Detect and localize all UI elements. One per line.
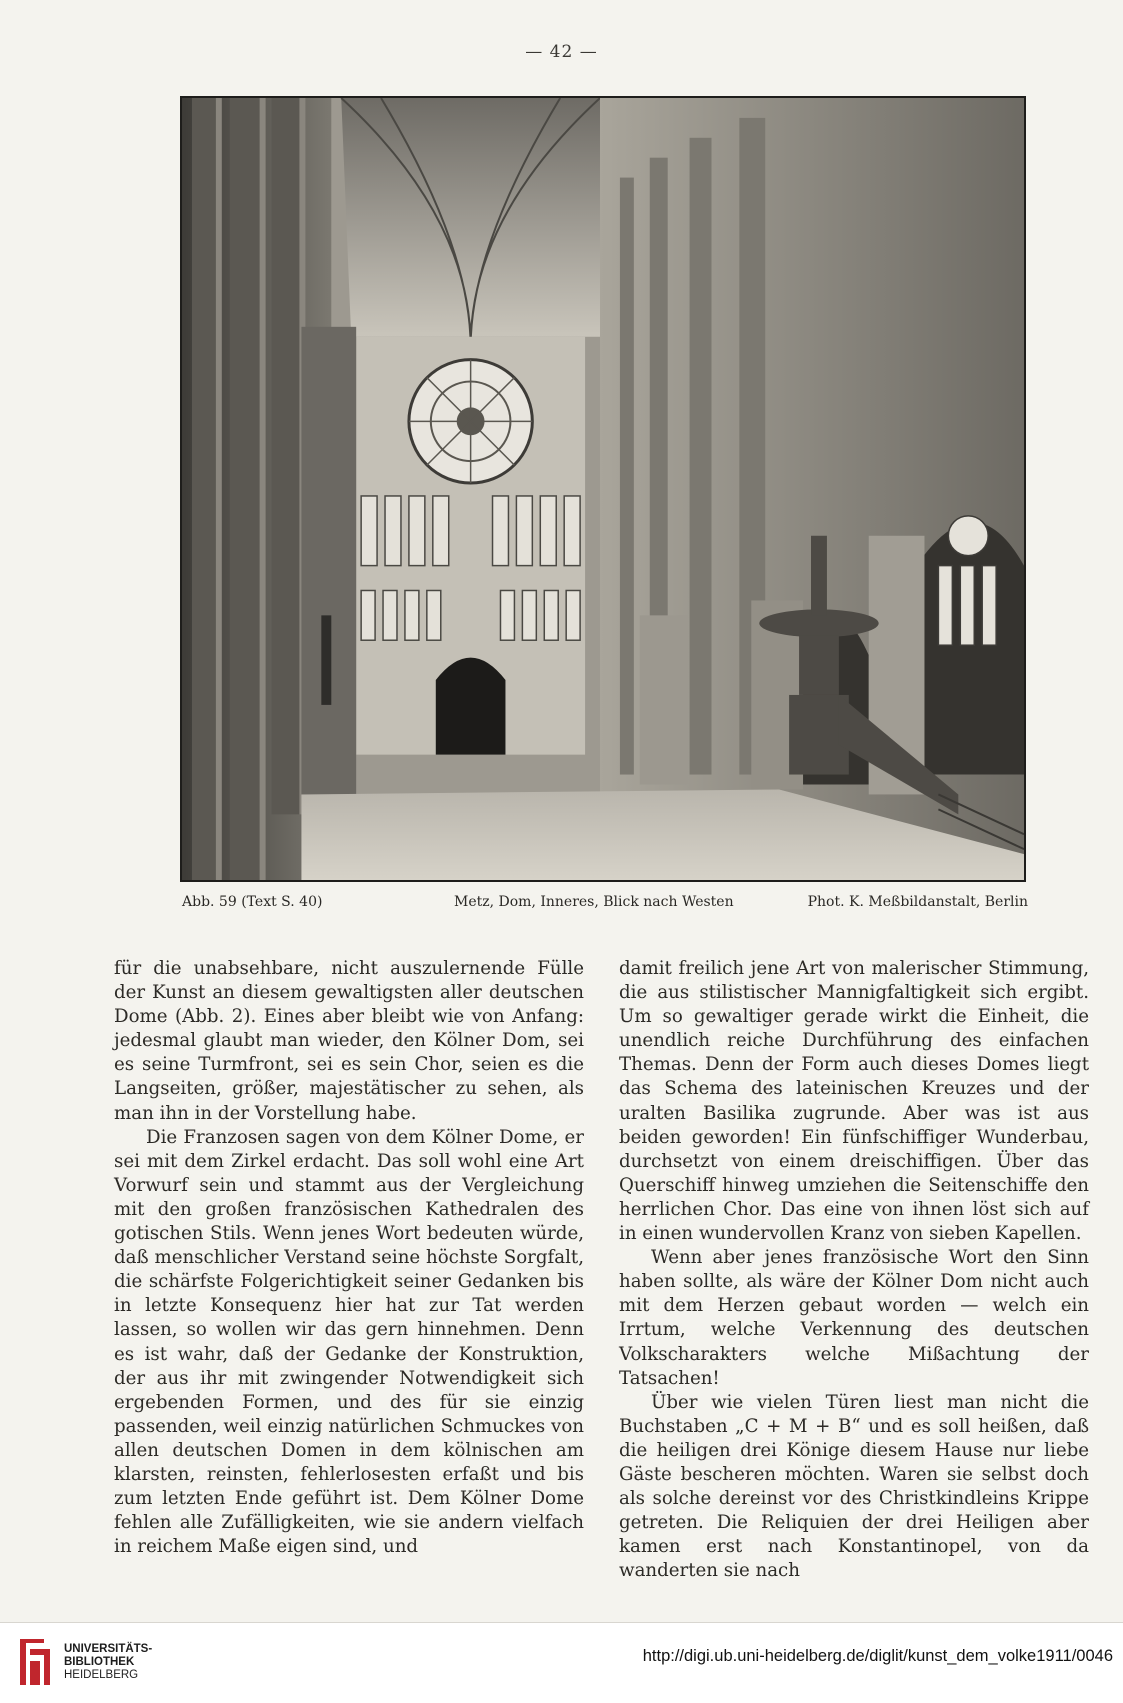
paragraph: Die Franzosen sagen von dem Kölner Dome, er sei mit dem Zirkel erdacht. Das soll wohl eine Art Vorwurf sein und stammt aus der Vergleichung mit den großen französischen Kathedralen des gotischen Stils. Wenn jenes Wort bedeuten würde, daß menschlicher Verstand seine höchste Sorgfalt, die schärfste Folgerichtigkeit seiner Gedanken bis in letzte Konsequenz hier hat zur Tat werden lassen, so wollen wir das gern hinnehmen. Denn es ist wahr, daß der Gedanke der Konstruktion, der aus ihr mit zwingender Notwendigkeit sich ergebenden Formen, und des für sie einzig passenden, weil einzig natürlichen Schmuckes von allen deutschen Domen in dem kölnischen am klarsten, reinsten, fehlerlosesten erfaßt und bis zum letzten Ende geführt ist. Dem Kölner Dome fehlen alle Zufälligkeiten, wie sie andern vielfach in reichem Maße eigen sind, und	[114, 1126, 584, 1558]
digital-copy-url[interactable]: http://digi.ub.uni-heidelberg.de/diglit/kunst_dem_volke1911/0046	[642, 1647, 1113, 1665]
caption-photo-credit: Phot. K. Meßbildanstalt, Berlin	[807, 894, 1028, 910]
university-library-logo-icon	[14, 1633, 56, 1691]
cathedral-interior-image	[182, 98, 1024, 880]
figure-caption	[182, 894, 1028, 918]
institution-name: UNIVERSITÄTS- BIBLIOTHEK HEIDELBERG	[64, 1643, 153, 1681]
text-column-right	[619, 957, 1089, 1583]
paragraph: für die unabsehbare, nicht auszulernende Fülle der Kunst an diesem gewaltigsten aller deutschen Dome (Abb. 2). Eines aber bleibt wie von Anfang: jedesmal glaubt man wieder, den Kölner Dom, sei es seine Turmfront, sei es sein Chor, seien es die Langseiten, größer, majestätischer zu sehen, als man ihn in der Vorstellung habe.	[114, 958, 584, 1124]
library-footer	[0, 1622, 1123, 1703]
paragraph: damit freilich jene Art von malerischer Stimmung, die aus stilistischer Mannigfaltigkeit sich ergibt. Um so gewaltiger gerade wirkt die Einheit, die unendlich reiche Durchführung des einfachen Themas. Denn der Form auch dieses Domes liegt das Schema des lateinischen Kreuzes und der uralten Basilika zugrunde. Aber was ist aus beiden geworden! Ein fünfschiffiger Wunderbau, durchsetzt von einem dreischiffigen. Über das Querschiff hinweg umziehen die Seitenschiffe den herrlichen Chor. Das eine von ihnen löst sich auf in einen wundervollen Kranz von sieben Kapellen.	[619, 958, 1089, 1245]
text-column-left	[114, 957, 584, 1559]
cathedral-photograph	[180, 96, 1026, 882]
page-number: — 42 —	[525, 42, 598, 62]
paragraph: Über wie vielen Türen liest man nicht die Buchstaben „C + M + B“ und es soll heißen, daß die heiligen drei Könige diesem Hause nur liebe Gäste bescheren möchten. Waren sie selbst doch als solche dereinst vor des Christkindleins Krippe getreten. Die Reliquien der drei Heiligen aber kamen erst nach Konstantinopel, von da wanderten sie nach	[619, 1391, 1089, 1582]
paragraph: Wenn aber jenes französische Wort den Sinn haben sollte, als wäre der Kölner Dom nicht auch mit dem Herzen gebaut worden — welch ein Irrtum, welche Verkennung des deutschen Volkscharakters welche Mißachtung der Tatsachen!	[619, 1247, 1089, 1389]
caption-title: Metz, Dom, Inneres, Blick nach Westen	[454, 894, 734, 910]
caption-figure-reference: Abb. 59 (Text S. 40)	[182, 894, 323, 910]
